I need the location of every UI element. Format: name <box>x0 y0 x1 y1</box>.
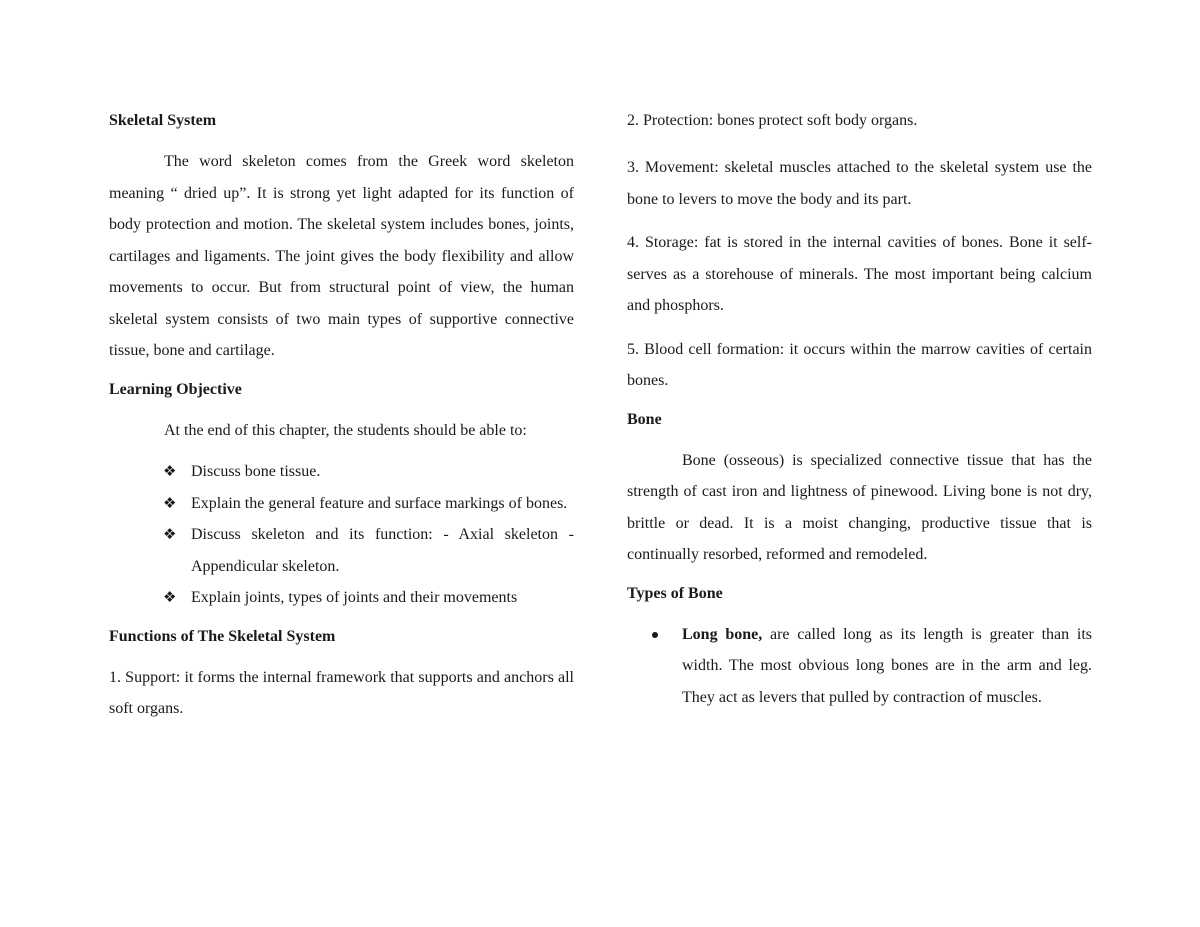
function-item-5: 5. Blood cell formation: it occurs within the marrow cavities of certain bones. <box>627 340 1092 389</box>
diamond-bullet-icon: ❖ <box>163 462 177 480</box>
diamond-bullet-icon: ❖ <box>163 525 177 543</box>
list-item <box>163 488 574 520</box>
objective-text: Explain joints, types of joints and their movements <box>191 589 518 606</box>
objective-text: Discuss bone tissue. <box>191 463 321 480</box>
bone-types-list <box>627 619 1092 714</box>
bone-paragraph: Bone (osseous) is specialized connective tissue that has the strength of cast iron and lightness of pinewood. Living bone is not dry, brittle or dead. It is a moist changing, productive tissue that is continually resorbed, reformed and remodeled. <box>627 451 1092 563</box>
section-heading-functions: Functions of The Skeletal System <box>109 627 336 645</box>
objective-text: Discuss skeleton and its function: - Axial skeleton - Appendicular skeleton. <box>191 526 574 575</box>
bone-type-description: are called long as its length is greater than its width. The most obvious long bones are in the arm and leg. They act as levers that pulled by contraction of muscles. <box>682 625 1092 706</box>
section-heading-learning-objective: Learning Objective <box>109 380 242 398</box>
list-item <box>163 582 574 614</box>
diamond-bullet-icon: ❖ <box>163 493 177 512</box>
objectives-list <box>109 456 574 614</box>
function-item-3: 3. Movement: skeletal muscles attached to the skeletal system use the bone to levers to move the body and its part. <box>627 159 1092 208</box>
objective-text: Explain the general feature and surface markings of bones. <box>191 494 568 512</box>
diamond-bullet-icon: ❖ <box>163 588 177 606</box>
section-title-skeletal-system: Skeletal System <box>109 112 217 129</box>
left-column <box>109 110 574 737</box>
list-item <box>163 456 574 488</box>
bullet-dot-icon <box>652 632 658 638</box>
list-item <box>163 519 574 582</box>
intro-paragraph: The word skeleton comes from the Greek word skeleton meaning “ dried up”. It is strong yet light adapted for its function of body protection and motion. The skeletal system includes bones, joints, cartilages and ligaments. The joint gives the body flexibility and allow movements to occur. But from structural point of view, the human skeletal system consists of two main types of supportive connective tissue, bone and cartilage. <box>109 153 574 359</box>
section-heading-bone: Bone <box>627 410 662 428</box>
right-column <box>627 110 1092 713</box>
function-item-2: 2. Protection: bones protect soft body organs. <box>627 112 918 129</box>
function-item-1: 1. Support: it forms the internal framework that supports and anchors all soft organs. <box>109 668 574 717</box>
bone-type-term: Long bone, <box>682 625 763 643</box>
function-item-4: 4. Storage: fat is stored in the internal cavities of bones. Bone it self-serves as a storehouse of minerals. The most important being calcium and phosphors. <box>627 234 1092 314</box>
section-heading-types-of-bone: Types of Bone <box>627 584 723 602</box>
list-item <box>682 619 1092 714</box>
objective-intro: At the end of this chapter, the students should be able to: <box>164 421 527 439</box>
